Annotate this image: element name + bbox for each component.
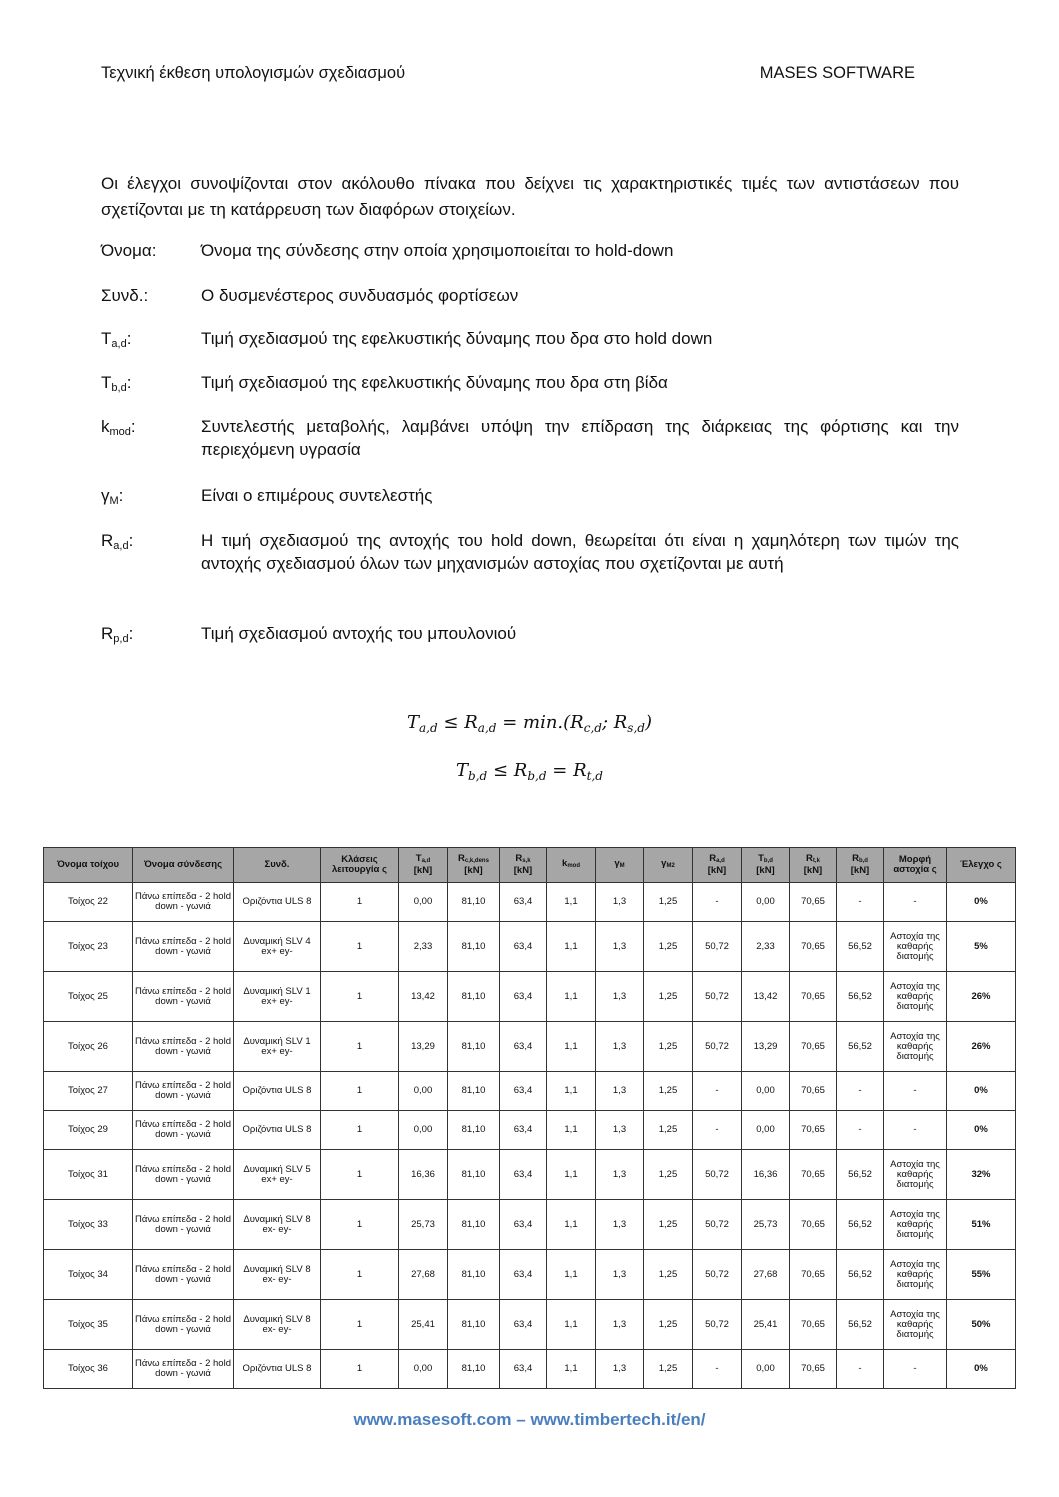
- table-cell: 1,3: [596, 1250, 644, 1300]
- table-cell: Πάνω επίπεδα - 2 hold down - γωνιά: [133, 1300, 234, 1350]
- table-cell: 5%: [947, 922, 1016, 972]
- table-cell: Αστοχία της καθαρής διατομής: [884, 1250, 947, 1300]
- table-cell: 1: [321, 922, 399, 972]
- table-cell: Δυναμική SLV 8 ex- ey-: [234, 1200, 321, 1250]
- table-cell: -: [837, 1111, 884, 1150]
- table-cell: 70,65: [790, 1072, 837, 1111]
- table-cell: 1: [321, 1150, 399, 1200]
- table-cell: 56,52: [837, 1200, 884, 1250]
- table-cell: -: [693, 1072, 742, 1111]
- table-cell: 63,4: [500, 922, 547, 972]
- table-cell: 1,25: [644, 1111, 693, 1150]
- table-cell: Πάνω επίπεδα - 2 hold down - γωνιά: [133, 972, 234, 1022]
- table-cell: 70,65: [790, 1350, 837, 1389]
- table-header-cell: $T_{a,d}$ [kN]: [399, 848, 448, 883]
- table-cell: -: [693, 1111, 742, 1150]
- table-cell: 1,1: [547, 1150, 596, 1200]
- table-cell: 2,33: [742, 922, 790, 972]
- table-cell: 1: [321, 1072, 399, 1111]
- table-cell: 81,10: [448, 1250, 500, 1300]
- table-cell: 32%: [947, 1150, 1016, 1200]
- table-cell: -: [884, 1072, 947, 1111]
- definition-term: $\gamma_M$:: [101, 486, 124, 507]
- table-cell: Πάνω επίπεδα - 2 hold down - γωνιά: [133, 1350, 234, 1389]
- formula-bolt-check: $T_{b,d} \le R_{b,d} = R_{t,d}$: [456, 760, 603, 783]
- table-cell: 25,41: [742, 1300, 790, 1350]
- definition-item: [101, 284, 959, 307]
- table-cell: Τοίχος 23: [44, 922, 133, 972]
- table-cell: Τοίχος 31: [44, 1150, 133, 1200]
- table-cell: 1,25: [644, 1022, 693, 1072]
- table-cell: Τοίχος 22: [44, 883, 133, 922]
- table-cell: 1,1: [547, 1072, 596, 1111]
- table-cell: Δυναμική SLV 4 ex+ ey-: [234, 922, 321, 972]
- table-cell: 56,52: [837, 1300, 884, 1350]
- table-cell: 1,3: [596, 1350, 644, 1389]
- table-cell: 1,25: [644, 972, 693, 1022]
- table-cell: 1,1: [547, 883, 596, 922]
- table-cell: 1,3: [596, 883, 644, 922]
- definition-item: [101, 371, 959, 394]
- table-cell: 56,52: [837, 1250, 884, 1300]
- table-cell: 0,00: [742, 1350, 790, 1389]
- table-cell: 50,72: [693, 1022, 742, 1072]
- table-cell: 70,65: [790, 1200, 837, 1250]
- table-cell: 1,1: [547, 1111, 596, 1150]
- table-cell: 50,72: [693, 972, 742, 1022]
- table-cell: 63,4: [500, 1350, 547, 1389]
- table-cell: 70,65: [790, 1150, 837, 1200]
- table-cell: Οριζόντια ULS 8: [234, 1350, 321, 1389]
- table-cell: 70,65: [790, 1022, 837, 1072]
- table-cell: 0,00: [399, 1111, 448, 1150]
- table-cell: 70,65: [790, 883, 837, 922]
- table-cell: Πάνω επίπεδα - 2 hold down - γωνιά: [133, 1022, 234, 1072]
- table-cell: Αστοχία της καθαρής διατομής: [884, 1300, 947, 1350]
- table-row: [44, 1072, 1016, 1111]
- table-header-cell: Έλεγχο ς: [947, 848, 1016, 883]
- table-cell: 63,4: [500, 972, 547, 1022]
- table-row: [44, 883, 1016, 922]
- table-cell: Αστοχία της καθαρής διατομής: [884, 972, 947, 1022]
- table-cell: 1,3: [596, 1200, 644, 1250]
- table-cell: 56,52: [837, 1150, 884, 1200]
- table-cell: 1,1: [547, 1200, 596, 1250]
- table-header-cell: Μορφή αστοχία ς: [884, 848, 947, 883]
- table-header-cell: $R_{b,d}$ [kN]: [837, 848, 884, 883]
- table-cell: Δυναμική SLV 5 ex+ ey-: [234, 1150, 321, 1200]
- definition-item: [101, 239, 959, 262]
- table-cell: 63,4: [500, 1250, 547, 1300]
- table-cell: Πάνω επίπεδα - 2 hold down - γωνιά: [133, 1072, 234, 1111]
- table-row: [44, 1350, 1016, 1389]
- table-cell: 16,36: [399, 1150, 448, 1200]
- table-cell: Αστοχία της καθαρής διατομής: [884, 922, 947, 972]
- definition-description: Είναι ο επιμέρους συντελεστής: [201, 486, 433, 505]
- table-cell: 0%: [947, 1350, 1016, 1389]
- definition-term: $R_{p,d}$:: [101, 624, 134, 645]
- table-cell: 50,72: [693, 1200, 742, 1250]
- table-cell: 1: [321, 1022, 399, 1072]
- table-cell: Οριζόντια ULS 8: [234, 1072, 321, 1111]
- table-row: [44, 1111, 1016, 1150]
- definition-term: $R_{a,d}$:: [101, 531, 134, 552]
- definition-term: $T_{b,d}$:: [101, 373, 132, 394]
- table-header-cell: $R_{s,k}$ [kN]: [500, 848, 547, 883]
- table-cell: 1: [321, 1350, 399, 1389]
- table-cell: Αστοχία της καθαρής διατομής: [884, 1200, 947, 1250]
- table-cell: Τοίχος 26: [44, 1022, 133, 1072]
- table-cell: 1,1: [547, 922, 596, 972]
- table-cell: 0,00: [399, 883, 448, 922]
- table-cell: 1,3: [596, 922, 644, 972]
- table-cell: 63,4: [500, 1300, 547, 1350]
- table-cell: 56,52: [837, 1022, 884, 1072]
- table-cell: -: [693, 883, 742, 922]
- table-cell: 25,73: [742, 1200, 790, 1250]
- table-cell: 2,33: [399, 922, 448, 972]
- definition-term: Συνδ.:: [101, 286, 149, 305]
- table-cell: Τοίχος 35: [44, 1300, 133, 1350]
- table-cell: -: [837, 1072, 884, 1111]
- table-cell: 1,1: [547, 1300, 596, 1350]
- table-cell: 1,3: [596, 1111, 644, 1150]
- table-header-cell: $\gamma_{M2}$: [644, 848, 693, 883]
- table-cell: Δυναμική SLV 8 ex- ey-: [234, 1300, 321, 1350]
- table-cell: 70,65: [790, 1250, 837, 1300]
- table-cell: 27,68: [399, 1250, 448, 1300]
- intro-paragraph: Οι έλεγχοι συνοψίζονται στον ακόλουθο πίνακα που δείχνει τις χαρακτηριστικές τιμές των αντιστάσεων που σχετίζονται με τη κατάρρευση των διαφόρων στοιχείων.: [101, 174, 959, 219]
- table-cell: 1,25: [644, 922, 693, 972]
- table-cell: 0,00: [742, 883, 790, 922]
- table-cell: 1,3: [596, 1072, 644, 1111]
- table-cell: 70,65: [790, 1300, 837, 1350]
- table-cell: Πάνω επίπεδα - 2 hold down - γωνιά: [133, 1200, 234, 1250]
- table-header-row: [44, 848, 1016, 883]
- table-row: [44, 972, 1016, 1022]
- table-cell: -: [884, 1111, 947, 1150]
- table-cell: 1,3: [596, 1022, 644, 1072]
- table-cell: 63,4: [500, 1111, 547, 1150]
- definition-term: $k_{mod}$:: [101, 417, 136, 438]
- table-cell: 70,65: [790, 922, 837, 972]
- definition-item: [101, 622, 959, 645]
- table-cell: 25,41: [399, 1300, 448, 1350]
- table-cell: 1,3: [596, 972, 644, 1022]
- table-cell: 0,00: [399, 1350, 448, 1389]
- table-header-cell: $k_{mod}$: [547, 848, 596, 883]
- table-cell: -: [693, 1350, 742, 1389]
- table-cell: 63,4: [500, 1022, 547, 1072]
- table-cell: 0,00: [742, 1111, 790, 1150]
- table-cell: 70,65: [790, 1111, 837, 1150]
- table-cell: 55%: [947, 1250, 1016, 1300]
- table-cell: 27,68: [742, 1250, 790, 1300]
- table-cell: Τοίχος 33: [44, 1200, 133, 1250]
- table-row: [44, 1200, 1016, 1250]
- table-cell: -: [837, 1350, 884, 1389]
- definition-item: [101, 529, 959, 575]
- table-cell: 70,65: [790, 972, 837, 1022]
- table-cell: 81,10: [448, 922, 500, 972]
- table-cell: Τοίχος 25: [44, 972, 133, 1022]
- table-cell: 26%: [947, 972, 1016, 1022]
- table-cell: 1,3: [596, 1150, 644, 1200]
- definition-description: Συντελεστής μεταβολής, λαμβάνει υπόψη την επίδραση της διάρκειας της φόρτισης και την περιεχόμενη υγρασία: [201, 417, 959, 459]
- table-cell: 81,10: [448, 1150, 500, 1200]
- table-cell: 63,4: [500, 1150, 547, 1200]
- table-cell: 13,29: [742, 1022, 790, 1072]
- table-cell: 81,10: [448, 1111, 500, 1150]
- table-cell: Τοίχος 34: [44, 1250, 133, 1300]
- table-cell: 0%: [947, 1072, 1016, 1111]
- table-cell: 56,52: [837, 922, 884, 972]
- table-row: [44, 1300, 1016, 1350]
- formula-hold-down-check: $T_{a,d} \le R_{a,d} = \min.(R_{c,d}$; $R_{s,d}$): [407, 712, 652, 735]
- table-cell: 0,00: [399, 1072, 448, 1111]
- table-cell: 50,72: [693, 1150, 742, 1200]
- table-header-cell: Συνδ.: [234, 848, 321, 883]
- definition-term: $T_{a,d}$:: [101, 329, 132, 350]
- table-cell: 63,4: [500, 1072, 547, 1111]
- table-cell: 1: [321, 1200, 399, 1250]
- table-cell: Τοίχος 36: [44, 1350, 133, 1389]
- table-cell: 0,00: [742, 1072, 790, 1111]
- table-cell: 1: [321, 1111, 399, 1150]
- table-row: [44, 1250, 1016, 1300]
- table-cell: 81,10: [448, 1200, 500, 1250]
- table-cell: 1: [321, 1250, 399, 1300]
- table-cell: Δυναμική SLV 8 ex- ey-: [234, 1250, 321, 1300]
- table-row: [44, 1150, 1016, 1200]
- table-cell: 13,29: [399, 1022, 448, 1072]
- table-cell: 1,1: [547, 1250, 596, 1300]
- table-cell: Δυναμική SLV 1 ex+ ey-: [234, 1022, 321, 1072]
- table-row: [44, 1022, 1016, 1072]
- table-cell: 56,52: [837, 972, 884, 1022]
- table-cell: 1: [321, 1300, 399, 1350]
- table-row: [44, 922, 1016, 972]
- table-cell: 1,1: [547, 1350, 596, 1389]
- results-table: [43, 847, 1016, 1389]
- definition-item: [101, 415, 959, 461]
- table-cell: Τοίχος 27: [44, 1072, 133, 1111]
- table-cell: Πάνω επίπεδα - 2 hold down - γωνιά: [133, 883, 234, 922]
- table-header-cell: Όνομα τοίχου: [44, 848, 133, 883]
- table-cell: Οριζόντια ULS 8: [234, 883, 321, 922]
- table-cell: Αστοχία της καθαρής διατομής: [884, 1022, 947, 1072]
- table-cell: Οριζόντια ULS 8: [234, 1111, 321, 1150]
- definition-description: Ο δυσμενέστερος συνδυασμός φορτίσεων: [201, 286, 519, 305]
- table-cell: 1: [321, 972, 399, 1022]
- table-cell: 13,42: [742, 972, 790, 1022]
- definition-term: Όνομα:: [101, 241, 157, 260]
- table-cell: 1,25: [644, 1150, 693, 1200]
- table-cell: 63,4: [500, 1200, 547, 1250]
- definition-description: Τιμή σχεδιασμού της εφελκυστικής δύναμης που δρα στη βίδα: [201, 373, 668, 392]
- table-cell: 1,25: [644, 1250, 693, 1300]
- table-cell: -: [884, 1350, 947, 1389]
- table-header-cell: $T_{b,d}$ [kN]: [742, 848, 790, 883]
- table-cell: 25,73: [399, 1200, 448, 1250]
- table-header-cell: $\gamma_M$: [596, 848, 644, 883]
- table-cell: 0%: [947, 1111, 1016, 1150]
- table-cell: Δυναμική SLV 1 ex+ ey-: [234, 972, 321, 1022]
- table-cell: 1,25: [644, 883, 693, 922]
- table-cell: Τοίχος 29: [44, 1111, 133, 1150]
- table-cell: -: [837, 883, 884, 922]
- table-header-cell: $R_{t,k}$ [kN]: [790, 848, 837, 883]
- definition-description: Όνομα της σύνδεσης στην οποία χρησιμοποιείται το hold-down: [201, 241, 674, 260]
- table-header-cell: Όνομα σύνδεσης: [133, 848, 234, 883]
- table-cell: 50,72: [693, 922, 742, 972]
- definition-description: Η τιμή σχεδιασμού της αντοχής του hold down, θεωρείται ότι είναι η χαμηλότερη των τιμών της αντοχής σχεδιασμού όλων των μηχανισμών αστοχίας που σχετίζονται με αυτή: [201, 531, 959, 573]
- table-cell: 81,10: [448, 1350, 500, 1389]
- table-cell: 26%: [947, 1022, 1016, 1072]
- table-cell: Πάνω επίπεδα - 2 hold down - γωνιά: [133, 922, 234, 972]
- table-cell: Πάνω επίπεδα - 2 hold down - γωνιά: [133, 1250, 234, 1300]
- table-cell: 1,25: [644, 1350, 693, 1389]
- table-cell: Πάνω επίπεδα - 2 hold down - γωνιά: [133, 1150, 234, 1200]
- table-cell: 63,4: [500, 883, 547, 922]
- table-cell: 51%: [947, 1200, 1016, 1250]
- table-cell: -: [884, 883, 947, 922]
- table-cell: 81,10: [448, 1072, 500, 1111]
- table-cell: Αστοχία της καθαρής διατομής: [884, 1150, 947, 1200]
- table-cell: 50,72: [693, 1300, 742, 1350]
- document-header-title: Τεχνική έκθεση υπολογισμών σχεδιασμού: [101, 64, 406, 82]
- table-cell: 1,1: [547, 972, 596, 1022]
- table-cell: 1,25: [644, 1072, 693, 1111]
- table-cell: 0%: [947, 883, 1016, 922]
- definition-item: [101, 484, 959, 507]
- table-cell: 81,10: [448, 1300, 500, 1350]
- table-header-cell: $R_{c,k,dens}$ [kN]: [448, 848, 500, 883]
- table-cell: 13,42: [399, 972, 448, 1022]
- table-cell: 1,3: [596, 1300, 644, 1350]
- definition-description: Τιμή σχεδιασμού της εφελκυστικής δύναμης που δρα στο hold down: [201, 329, 713, 348]
- table-cell: 81,10: [448, 1022, 500, 1072]
- table-header-cell: Κλάσεις λειτουργία ς: [321, 848, 399, 883]
- table-cell: 1,1: [547, 1022, 596, 1072]
- definition-description: Τιμή σχεδιασμού αντοχής του μπουλονιού: [201, 624, 517, 643]
- table-cell: 1,25: [644, 1300, 693, 1350]
- table-cell: 16,36: [742, 1150, 790, 1200]
- table-cell: Πάνω επίπεδα - 2 hold down - γωνιά: [133, 1111, 234, 1150]
- table-cell: 1,25: [644, 1200, 693, 1250]
- table-cell: 1: [321, 883, 399, 922]
- table-cell: 81,10: [448, 883, 500, 922]
- table-cell: 50,72: [693, 1250, 742, 1300]
- table-cell: 50%: [947, 1300, 1016, 1350]
- definition-item: [101, 327, 959, 350]
- footer-links[interactable]: www.masesoft.com – www.timbertech.it/en/: [353, 1410, 706, 1429]
- table-header-cell: $R_{a,d}$ [kN]: [693, 848, 742, 883]
- table-cell: 81,10: [448, 972, 500, 1022]
- document-header-company: MASES SOFTWARE: [759, 64, 915, 82]
